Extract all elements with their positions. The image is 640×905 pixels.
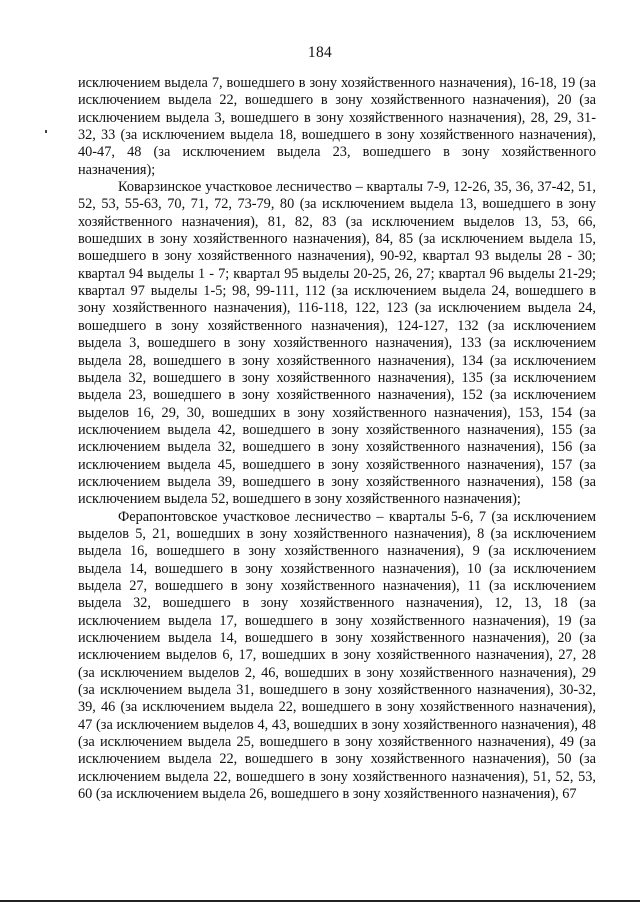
paragraph-continuation: исключением выдела 7, вошедшего в зону хозяйственного назначения), 16-18, 19 (за исключением выдела 22, вошедшего в зону хозяйственного назначения), 20 (за исключением выдела 3, вошедшего в зону хозяйственного назначения), 28, 29, 31-32, 33 (за исключением выдела 18, вошедшего в зону хозяйственного назначения), 40-47, 48 (за исключением выдела 23, вошедшего в зону хозяйственного назначения); — [78, 75, 596, 178]
page-number: 184 — [307, 44, 333, 61]
scan-speck — [45, 130, 47, 133]
scan-bottom-edge — [0, 900, 640, 902]
document-body — [78, 75, 596, 803]
paragraph-kovarzinskoe: Коварзинское участковое лесничество – кварталы 7-9, 12-26, 35, 36, 37-42, 51, 52, 53, 55-63, 70, 71, 72, 73-79, 80 (за исключением выдела 13, вошедшего в зону хозяйственного назначения), 81, 82, 83 (за исключением выделов 13, 53, 66, вошедших в зону хозяйственного назначения), 84, 85 (за исключением выдела 15, вошедшего в зону хозяйственного назначения), 90-92, квартал 93 выделы 28 - 30; квартал 94 выделы 1 - 7; квартал 95 выделы 20-25, 26, 27; квартал 96 выделы 21-29; квартал 97 выделы 1-5; 98, 99-111, 112 (за исключением выдела 24, вошедшего в зону хозяйственного назначения), 116-118, 122, 123 (за исключением выдела 24, вошедшего в зону хозяйственного назначения), 124-127, 132 (за исключением выдела 3, вошедшего в зону хозяйственного назначения), 133 (за исключением выдела 28, вошедшего в зону хозяйственного назначения), 134 (за исключением выдела 32, вошедшего в зону хозяйственного назначения), 135 (за исключением выдела 23, вошедшего в зону хозяйственного назначения), 152 (за исключением выделов 16, 29, 30, вошедших в зону хозяйственного назначения), 153, 154 (за исключением выдела 42, вошедшего в зону хозяйственного назначения), 155 (за исключением выдела 32, вошедшего в зону хозяйственного назначения), 156 (за исключением выдела 45, вошедшего в зону хозяйственного назначения), 157 (за исключением выдела 39, вошедшего в зону хозяйственного назначения), 158 (за исключением выдела 52, вошедшего в зону хозяйственного назначения); — [78, 179, 596, 508]
paragraph-ferapontovskoe: Ферапонтовское участковое лесничество – кварталы 5-6, 7 (за исключением выделов 5, 21, вошедших в зону хозяйственного назначения), 8 (за исключением выдела 16, вошедшего в зону хозяйственного назначения), 9 (за исключением выдела 14, вошедшего в зону хозяйственного назначения), 10 (за исключением выдела 27, вошедшего в зону хозяйственного назначения), 11 (за исключением выдела 32, вошедшего в зону хозяйственного назначения), 12, 13, 18 (за исключением выдела 17, вошедшего в зону хозяйственного назначения), 19 (за исключением выдела 14, вошедшего в зону хозяйственного назначения), 20 (за исключением выделов 6, 17, вошедших в зону хозяйственного назначения), 27, 28 (за исключением выделов 2, 46, вошедших в зону хозяйственного назначения), 29 (за исключением выдела 31, вошедшего в зону хозяйственного назначения), 30-32, 39, 46 (за исключением выдела 22, вошедшего в зону хозяйственного назначения), 47 (за исключением выделов 4, 43, вошедших в зону хозяйственного назначения), 48 (за исключением выдела 25, вошедшего в зону хозяйственного назначения), 49 (за исключением выдела 22, вошедшего в зону хозяйственного назначения), 50 (за исключением выдела 22, вошедшего в зону хозяйственного назначения), 51, 52, 53, 60 (за исключением выдела 26, вошедшего в зону хозяйственного назначения), 67 — [78, 508, 596, 803]
